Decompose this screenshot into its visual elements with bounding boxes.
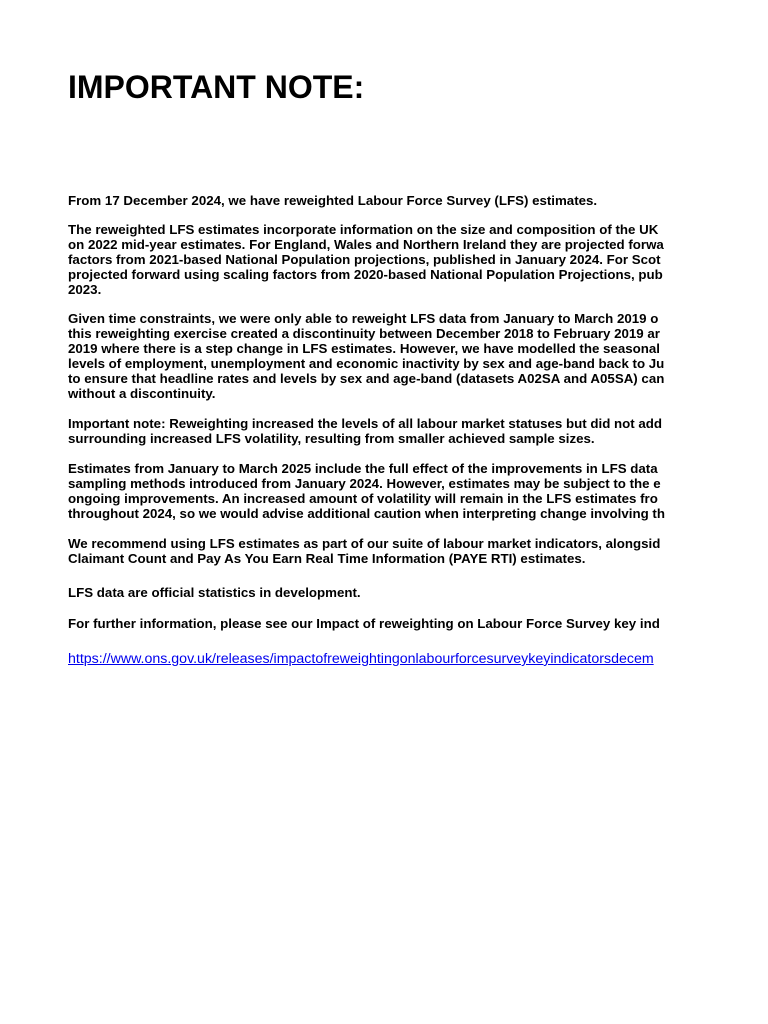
- paragraph-estimates-2025: Estimates from January to March 2025 include the full effect of the improvements in LFS data sampling methods introduced from January 2024. However, estimates may be subject to the e ongoing improvements. An increased amount of volatility will remain in the LFS estimates fro throughout 2024, so we would advise additional caution when interpreting change involving th: [68, 461, 665, 521]
- paragraph-population-info: The reweighted LFS estimates incorporate information on the size and composition of the UK on 2022 mid-year estimates. For England, Wales and Northern Ireland they are projected forwa factors from 2021-based National Population projections, published in January 2024. For Scot projected forward using scaling factors from 2020-based National Population Projections, pub 2023.: [68, 222, 664, 297]
- paragraph-further-information: For further information, please see our Impact of reweighting on Labour Force Survey key ind: [68, 616, 660, 631]
- paragraph-recommendation: We recommend using LFS estimates as part of our suite of labour market indicators, alongsid Claimant Count and Pay As You Earn Real Time Information (PAYE RTI) estimates.: [68, 536, 661, 566]
- spreadsheet-sheet: [68, 0, 698, 1024]
- ons-release-link[interactable]: https://www.ons.gov.uk/releases/impactofreweightingonlabourforcesurveykeyindicatorsdecem: [68, 651, 654, 667]
- page-title: IMPORTANT NOTE:: [68, 69, 365, 105]
- paragraph-time-constraints: Given time constraints, we were only able to reweight LFS data from January to March 2019 o this reweighting exercise created a discontinuity between December 2018 to February 2019 ar 2019 where there is a step change in LFS estimates. However, we have modelled the seasonal levels of employment, unemployment and economic inactivity by sex and age-band back to Ju to ensure that headline rates and levels by sex and age-band (datasets A02SA and A05SA) can without a discontinuity.: [68, 311, 665, 401]
- paragraph-reweighting-date: From 17 December 2024, we have reweighted Labour Force Survey (LFS) estimates.: [68, 193, 598, 208]
- paragraph-important-note: Important note: Reweighting increased the levels of all labour market statuses but did not add surrounding increased LFS volatility, resulting from smaller achieved sample sizes.: [68, 416, 663, 446]
- paragraph-official-statistics: LFS data are official statistics in development.: [68, 585, 361, 600]
